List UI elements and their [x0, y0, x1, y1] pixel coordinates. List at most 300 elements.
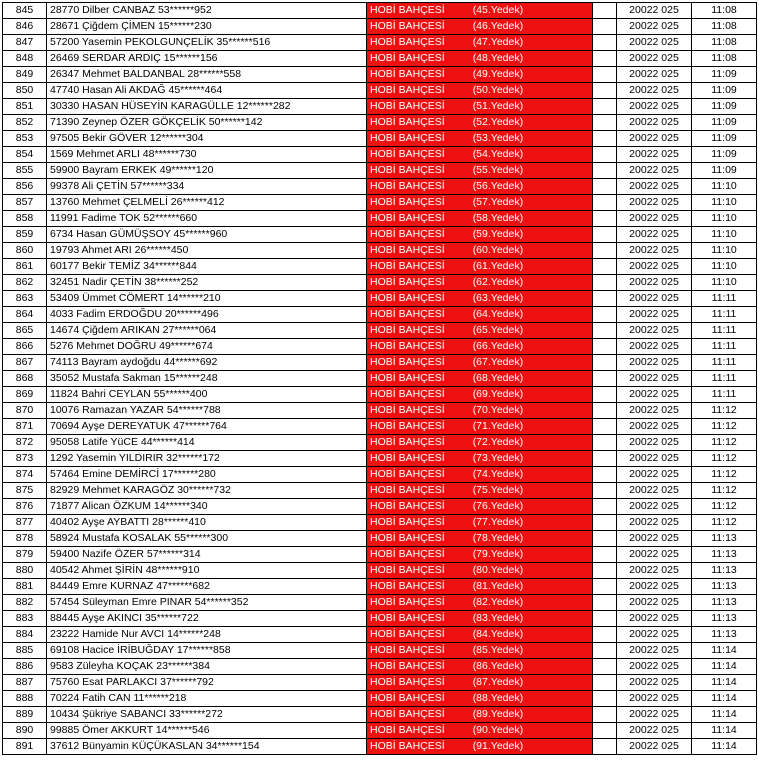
- applicant-name: 35052 Mustafa Sakman 15******248: [47, 371, 367, 387]
- place-label: HOBİ BAHÇESİ: [370, 708, 445, 720]
- date-cell: 20022 025: [617, 51, 692, 67]
- date-cell: 20022 025: [617, 659, 692, 675]
- place-label: HOBİ BAHÇESİ: [370, 628, 445, 640]
- empty-cell: [593, 131, 617, 147]
- applicant-name: 10076 Ramazan YAZAR 54******788: [47, 403, 367, 419]
- time-cell: 11:09: [692, 83, 757, 99]
- place-label: HOBİ BAHÇESİ: [370, 452, 445, 464]
- row-number: 865: [3, 323, 47, 339]
- empty-cell: [593, 739, 617, 755]
- date-cell: 20022 025: [617, 691, 692, 707]
- table-row: [3, 611, 757, 627]
- table-row: [3, 51, 757, 67]
- reserve-number: (61.Yedek): [472, 260, 524, 272]
- place-label: HOBİ BAHÇESİ: [370, 420, 445, 432]
- table-row: [3, 323, 757, 339]
- applicant-name: 14674 Çiğdem ARIKAN 27******064: [47, 323, 367, 339]
- date-cell: 20022 025: [617, 291, 692, 307]
- empty-cell: [593, 35, 617, 51]
- applicant-name: 26347 Mehmet BALDANBAL 28******558: [47, 67, 367, 83]
- place-cell: [367, 195, 593, 211]
- table-row: [3, 691, 757, 707]
- reserve-number: (84.Yedek): [472, 628, 524, 640]
- row-number: 856: [3, 179, 47, 195]
- empty-cell: [593, 547, 617, 563]
- place-cell: [367, 371, 593, 387]
- row-number: 852: [3, 115, 47, 131]
- date-cell: 20022 025: [617, 675, 692, 691]
- applicant-name: 37612 Bünyamin KÜÇÜKASLAN 34******154: [47, 739, 367, 755]
- place-cell: [367, 147, 593, 163]
- row-number: 857: [3, 195, 47, 211]
- place-label: HOBİ BAHÇESİ: [370, 404, 445, 416]
- reserve-number: (70.Yedek): [472, 404, 524, 416]
- place-label: HOBİ BAHÇESİ: [370, 228, 445, 240]
- row-number: 887: [3, 675, 47, 691]
- row-number: 884: [3, 627, 47, 643]
- empty-cell: [593, 307, 617, 323]
- time-cell: 11:12: [692, 483, 757, 499]
- table-row: [3, 659, 757, 675]
- time-cell: 11:14: [692, 659, 757, 675]
- table-row: [3, 99, 757, 115]
- applicant-name: 26469 SERDAR ARDIÇ 15******156: [47, 51, 367, 67]
- place-label: HOBİ BAHÇESİ: [370, 372, 445, 384]
- empty-cell: [593, 195, 617, 211]
- table-row: [3, 371, 757, 387]
- date-cell: 20022 025: [617, 307, 692, 323]
- applicant-name: 13760 Mehmet ÇELMELİ 26******412: [47, 195, 367, 211]
- empty-cell: [593, 163, 617, 179]
- reserve-number: (82.Yedek): [472, 596, 524, 608]
- time-cell: 11:12: [692, 435, 757, 451]
- empty-cell: [593, 675, 617, 691]
- applicant-name: 70224 Fatih CAN 11******218: [47, 691, 367, 707]
- applicant-name: 40542 Ahmet ŞİRİN 48******910: [47, 563, 367, 579]
- date-cell: 20022 025: [617, 499, 692, 515]
- place-label: HOBİ BAHÇESİ: [370, 36, 445, 48]
- empty-cell: [593, 259, 617, 275]
- date-cell: 20022 025: [617, 387, 692, 403]
- empty-cell: [593, 227, 617, 243]
- time-cell: 11:09: [692, 115, 757, 131]
- date-cell: 20022 025: [617, 211, 692, 227]
- place-cell: [367, 131, 593, 147]
- row-number: 849: [3, 67, 47, 83]
- date-cell: 20022 025: [617, 435, 692, 451]
- empty-cell: [593, 291, 617, 307]
- place-cell: [367, 595, 593, 611]
- row-number: 890: [3, 723, 47, 739]
- empty-cell: [593, 579, 617, 595]
- row-number: 850: [3, 83, 47, 99]
- place-label: HOBİ BAHÇESİ: [370, 740, 445, 752]
- row-number: 879: [3, 547, 47, 563]
- reserve-number: (91.Yedek): [472, 740, 524, 752]
- table-row: [3, 627, 757, 643]
- time-cell: 11:13: [692, 627, 757, 643]
- place-label: HOBİ BAHÇESİ: [370, 292, 445, 304]
- time-cell: 11:12: [692, 515, 757, 531]
- row-number: 876: [3, 499, 47, 515]
- time-cell: 11:11: [692, 355, 757, 371]
- place-cell: [367, 451, 593, 467]
- date-cell: 20022 025: [617, 483, 692, 499]
- table-row: [3, 259, 757, 275]
- reserve-number: (47.Yedek): [472, 36, 524, 48]
- applicant-name: 23222 Hamide Nur AVCI 14******248: [47, 627, 367, 643]
- applicant-name: 57454 Süleyman Emre PINAR 54******352: [47, 595, 367, 611]
- table-row: [3, 675, 757, 691]
- place-cell: [367, 179, 593, 195]
- place-label: HOBİ BAHÇESİ: [370, 52, 445, 64]
- row-number: 886: [3, 659, 47, 675]
- reserve-number: (72.Yedek): [472, 436, 524, 448]
- reserve-number: (52.Yedek): [472, 116, 524, 128]
- applicant-name: 32451 Nadir ÇETİN 38******252: [47, 275, 367, 291]
- place-label: HOBİ BAHÇESİ: [370, 612, 445, 624]
- place-cell: [367, 291, 593, 307]
- time-cell: 11:10: [692, 227, 757, 243]
- empty-cell: [593, 211, 617, 227]
- table-row: [3, 339, 757, 355]
- place-cell: [367, 35, 593, 51]
- date-cell: 20022 025: [617, 35, 692, 51]
- reserve-number: (64.Yedek): [472, 308, 524, 320]
- reserve-number: (62.Yedek): [472, 276, 524, 288]
- applicant-name: 47740 Hasan Ali AKDAĞ 45******464: [47, 83, 367, 99]
- date-cell: 20022 025: [617, 195, 692, 211]
- applicant-name: 59900 Bayram ERKEK 49******120: [47, 163, 367, 179]
- place-label: HOBİ BAHÇESİ: [370, 484, 445, 496]
- applicant-name: 97505 Bekir GÖVER 12******304: [47, 131, 367, 147]
- table-row: [3, 195, 757, 211]
- reserve-number: (69.Yedek): [472, 388, 524, 400]
- row-number: 847: [3, 35, 47, 51]
- date-cell: 20022 025: [617, 99, 692, 115]
- row-number: 881: [3, 579, 47, 595]
- place-cell: [367, 67, 593, 83]
- place-label: HOBİ BAHÇESİ: [370, 164, 445, 176]
- reserve-number: (85.Yedek): [472, 644, 524, 656]
- place-label: HOBİ BAHÇESİ: [370, 564, 445, 576]
- table-row: [3, 307, 757, 323]
- time-cell: 11:11: [692, 339, 757, 355]
- table-row: [3, 403, 757, 419]
- place-cell: [367, 323, 593, 339]
- row-number: 858: [3, 211, 47, 227]
- place-label: HOBİ BAHÇESİ: [370, 356, 445, 368]
- empty-cell: [593, 627, 617, 643]
- date-cell: 20022 025: [617, 627, 692, 643]
- table-row: [3, 435, 757, 451]
- table-row: [3, 19, 757, 35]
- place-label: HOBİ BAHÇESİ: [370, 660, 445, 672]
- place-cell: [367, 531, 593, 547]
- applicant-name: 99378 Ali ÇETİN 57******334: [47, 179, 367, 195]
- table-row: [3, 227, 757, 243]
- place-cell: [367, 227, 593, 243]
- row-number: 867: [3, 355, 47, 371]
- row-number: 874: [3, 467, 47, 483]
- place-label: HOBİ BAHÇESİ: [370, 692, 445, 704]
- row-number: 868: [3, 371, 47, 387]
- table-row: [3, 131, 757, 147]
- table-row: [3, 515, 757, 531]
- empty-cell: [593, 179, 617, 195]
- date-cell: 20022 025: [617, 643, 692, 659]
- place-label: HOBİ BAHÇESİ: [370, 148, 445, 160]
- date-cell: 20022 025: [617, 323, 692, 339]
- reserve-number: (60.Yedek): [472, 244, 524, 256]
- empty-cell: [593, 723, 617, 739]
- applicant-name: 5276 Mehmet DOĞRU 49******674: [47, 339, 367, 355]
- date-cell: 20022 025: [617, 547, 692, 563]
- row-number: 877: [3, 515, 47, 531]
- date-cell: 20022 025: [617, 515, 692, 531]
- date-cell: 20022 025: [617, 339, 692, 355]
- row-number: 861: [3, 259, 47, 275]
- time-cell: 11:12: [692, 499, 757, 515]
- table-row: [3, 35, 757, 51]
- place-cell: [367, 387, 593, 403]
- place-label: HOBİ BAHÇESİ: [370, 260, 445, 272]
- row-number: 848: [3, 51, 47, 67]
- place-cell: [367, 707, 593, 723]
- time-cell: 11:10: [692, 211, 757, 227]
- empty-cell: [593, 659, 617, 675]
- applicant-name: 99885 Ömer AKKURT 14******546: [47, 723, 367, 739]
- row-number: 860: [3, 243, 47, 259]
- place-label: HOBİ BAHÇESİ: [370, 468, 445, 480]
- date-cell: 20022 025: [617, 531, 692, 547]
- place-label: HOBİ BAHÇESİ: [370, 500, 445, 512]
- date-cell: 20022 025: [617, 227, 692, 243]
- place-cell: [367, 355, 593, 371]
- time-cell: 11:08: [692, 19, 757, 35]
- table-row: [3, 291, 757, 307]
- empty-cell: [593, 707, 617, 723]
- place-cell: [367, 211, 593, 227]
- empty-cell: [593, 451, 617, 467]
- place-cell: [367, 3, 593, 19]
- time-cell: 11:11: [692, 307, 757, 323]
- date-cell: 20022 025: [617, 115, 692, 131]
- empty-cell: [593, 51, 617, 67]
- time-cell: 11:10: [692, 179, 757, 195]
- place-cell: [367, 403, 593, 419]
- empty-cell: [593, 483, 617, 499]
- applicant-name: 9583 Züleyha KOÇAK 23******384: [47, 659, 367, 675]
- table-row: [3, 595, 757, 611]
- reserve-number: (66.Yedek): [472, 340, 524, 352]
- place-cell: [367, 339, 593, 355]
- place-cell: [367, 307, 593, 323]
- row-number: 845: [3, 3, 47, 19]
- reserve-number: (48.Yedek): [472, 52, 524, 64]
- reserve-number: (50.Yedek): [472, 84, 524, 96]
- empty-cell: [593, 467, 617, 483]
- place-cell: [367, 483, 593, 499]
- place-cell: [367, 419, 593, 435]
- applicant-name: 71877 Alican ÖZKUM 14******340: [47, 499, 367, 515]
- row-number: 854: [3, 147, 47, 163]
- applicant-name: 69108 Hacice İRİBUĞDAY 17******858: [47, 643, 367, 659]
- date-cell: 20022 025: [617, 179, 692, 195]
- date-cell: 20022 025: [617, 707, 692, 723]
- date-cell: 20022 025: [617, 83, 692, 99]
- date-cell: 20022 025: [617, 371, 692, 387]
- row-number: 864: [3, 307, 47, 323]
- reserve-number: (51.Yedek): [472, 100, 524, 112]
- empty-cell: [593, 691, 617, 707]
- table-row: [3, 163, 757, 179]
- place-label: HOBİ BAHÇESİ: [370, 548, 445, 560]
- row-number: 859: [3, 227, 47, 243]
- reserve-number: (57.Yedek): [472, 196, 524, 208]
- empty-cell: [593, 515, 617, 531]
- reserve-number: (67.Yedek): [472, 356, 524, 368]
- place-cell: [367, 19, 593, 35]
- table-row: [3, 3, 757, 19]
- date-cell: 20022 025: [617, 419, 692, 435]
- table-row: [3, 563, 757, 579]
- table-row: [3, 499, 757, 515]
- place-label: HOBİ BAHÇESİ: [370, 100, 445, 112]
- table-row: [3, 483, 757, 499]
- place-label: HOBİ BAHÇESİ: [370, 4, 445, 16]
- row-number: 871: [3, 419, 47, 435]
- place-label: HOBİ BAHÇESİ: [370, 436, 445, 448]
- time-cell: 11:09: [692, 67, 757, 83]
- row-number: 875: [3, 483, 47, 499]
- row-number: 870: [3, 403, 47, 419]
- row-number: 853: [3, 131, 47, 147]
- reserve-number: (45.Yedek): [472, 4, 524, 16]
- reserve-number: (83.Yedek): [472, 612, 524, 624]
- reserve-number: (71.Yedek): [472, 420, 524, 432]
- table-row: [3, 355, 757, 371]
- reserve-number: (59.Yedek): [472, 228, 524, 240]
- applicant-name: 1569 Mehmet ARLI 48******730: [47, 147, 367, 163]
- place-label: HOBİ BAHÇESİ: [370, 340, 445, 352]
- time-cell: 11:13: [692, 611, 757, 627]
- reserve-number: (65.Yedek): [472, 324, 524, 336]
- applicant-name: 74113 Bayram aydoğdu 44******692: [47, 355, 367, 371]
- applicant-name: 28770 Dilber CANBAZ 53******952: [47, 3, 367, 19]
- time-cell: 11:13: [692, 563, 757, 579]
- reserve-number: (86.Yedek): [472, 660, 524, 672]
- reserve-number: (88.Yedek): [472, 692, 524, 704]
- place-cell: [367, 723, 593, 739]
- reserve-number: (79.Yedek): [472, 548, 524, 560]
- place-cell: [367, 627, 593, 643]
- row-number: 885: [3, 643, 47, 659]
- applicant-name: 82929 Mehmet KARAGÖZ 30******732: [47, 483, 367, 499]
- empty-cell: [593, 611, 617, 627]
- applicant-name: 30330 HASAN HÜSEYİN KARAGÜLLE 12******282: [47, 99, 367, 115]
- empty-cell: [593, 355, 617, 371]
- table-row: [3, 531, 757, 547]
- applicant-name: 95058 Latife YüCE 44******414: [47, 435, 367, 451]
- table-row: [3, 707, 757, 723]
- place-label: HOBİ BAHÇESİ: [370, 580, 445, 592]
- time-cell: 11:09: [692, 147, 757, 163]
- place-cell: [367, 99, 593, 115]
- place-cell: [367, 515, 593, 531]
- table-row: [3, 419, 757, 435]
- time-cell: 11:14: [692, 723, 757, 739]
- date-cell: 20022 025: [617, 467, 692, 483]
- place-label: HOBİ BAHÇESİ: [370, 68, 445, 80]
- empty-cell: [593, 3, 617, 19]
- date-cell: 20022 025: [617, 739, 692, 755]
- reserve-number: (49.Yedek): [472, 68, 524, 80]
- date-cell: 20022 025: [617, 259, 692, 275]
- row-number: 846: [3, 19, 47, 35]
- date-cell: 20022 025: [617, 723, 692, 739]
- reserve-list-body: [3, 3, 757, 755]
- table-row: [3, 579, 757, 595]
- applicant-name: 1292 Yasemin YILDIRIR 32******172: [47, 451, 367, 467]
- place-cell: [367, 611, 593, 627]
- place-cell: [367, 243, 593, 259]
- row-number: 872: [3, 435, 47, 451]
- place-cell: [367, 499, 593, 515]
- applicant-name: 71390 Zeynep ÖZER GÖKÇELİK 50******142: [47, 115, 367, 131]
- time-cell: 11:10: [692, 259, 757, 275]
- time-cell: 11:10: [692, 275, 757, 291]
- place-label: HOBİ BAHÇESİ: [370, 596, 445, 608]
- time-cell: 11:13: [692, 547, 757, 563]
- place-cell: [367, 163, 593, 179]
- table-row: [3, 467, 757, 483]
- date-cell: 20022 025: [617, 163, 692, 179]
- date-cell: 20022 025: [617, 579, 692, 595]
- table-row: [3, 723, 757, 739]
- time-cell: 11:12: [692, 451, 757, 467]
- date-cell: 20022 025: [617, 131, 692, 147]
- place-cell: [367, 547, 593, 563]
- reserve-number: (54.Yedek): [472, 148, 524, 160]
- empty-cell: [593, 115, 617, 131]
- time-cell: 11:13: [692, 531, 757, 547]
- time-cell: 11:09: [692, 99, 757, 115]
- time-cell: 11:13: [692, 595, 757, 611]
- applicant-name: 59400 Nazife ÖZER 57******314: [47, 547, 367, 563]
- reserve-number: (46.Yedek): [472, 20, 524, 32]
- time-cell: 11:10: [692, 195, 757, 211]
- reserve-number: (80.Yedek): [472, 564, 524, 576]
- reserve-number: (53.Yedek): [472, 132, 524, 144]
- table-row: [3, 211, 757, 227]
- reserve-number: (68.Yedek): [472, 372, 524, 384]
- time-cell: 11:12: [692, 419, 757, 435]
- time-cell: 11:11: [692, 387, 757, 403]
- applicant-name: 57200 Yasemin PEKOLGUNÇELİK 35******516: [47, 35, 367, 51]
- place-cell: [367, 739, 593, 755]
- empty-cell: [593, 67, 617, 83]
- table-row: [3, 67, 757, 83]
- time-cell: 11:08: [692, 35, 757, 51]
- time-cell: 11:08: [692, 3, 757, 19]
- time-cell: 11:14: [692, 739, 757, 755]
- time-cell: 11:14: [692, 707, 757, 723]
- date-cell: 20022 025: [617, 563, 692, 579]
- place-label: HOBİ BAHÇESİ: [370, 388, 445, 400]
- place-label: HOBİ BAHÇESİ: [370, 132, 445, 144]
- reserve-number: (81.Yedek): [472, 580, 524, 592]
